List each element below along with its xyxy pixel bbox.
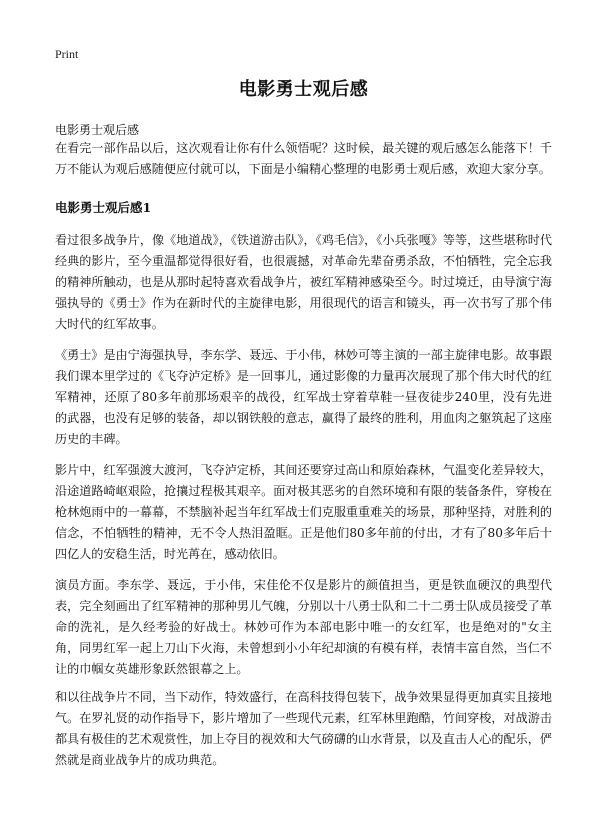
section-heading: 电影勇士观后感1 (55, 200, 152, 215)
body-paragraph: 和以往战争片不同，当下动作，特效盛行，在高科技得包装下，战争效果显得更加真实且接地气。在罗礼贤的动作指导下，影片增加了一些现代元素，红军林里跑酷，竹间穿梭，对战游击都具有极佳的艺术观赏性，加上夺目的视效和大气磅礴的山水背景，以及直击人心的配乐，俨然就是商业战争片的成功典范。 (55, 690, 552, 767)
body-paragraph: 演员方面。李东学、聂远，于小伟，宋佳伦不仅是影片的颜值担当，更是铁血硬汉的典型代表，完全刻画出了红军精神的那种男儿气魄，分别以十八勇士队和二十二勇士队成员接受了革命的洗礼，是久经考验的好战士。林妙可作为本部电影中唯一的女红军，也是绝对的"女主角，同男红军一起上刀山下火海，未曾想到小小年纪却演的有模有样，表情丰富自然，当仁不让的巾帼女英雄形象跃然银幕之上。 (55, 578, 552, 676)
body-paragraph: 影片中，红军强渡大渡河，飞夺泸定桥，其间还要穿过高山和原始森林，气温变化差异较大，沿途道路崎岖艰险，抢攘过程极其艰辛。面对极其恶劣的自然环境和有限的装备条件，穿梭在枪林炮雨中的一幕幕，不禁脑补起当年红军战士们克服重重难关的场景，那种坚持，对胜利的信念，不怕牺牲的精神，无不令人热泪盈眶。正是他们80多年前的付出，才有了80多年后十四亿人的安稳生活，时光苒在，感动依旧。 (55, 463, 552, 561)
intro-paragraph: 在看完一部作品以后，这次观看让你有什么领悟呢？这时候，最关键的观后感怎么能落下！千万不能认为观后感随便应付就可以，下面是小编精心整理的电影勇士观后感，欢迎大家分享。 (55, 141, 552, 176)
article-title: 电影勇士观后感 (238, 79, 369, 100)
body-paragraph: 《勇士》是由宁海强执导，李东学、聂远、于小伟，林妙可等主演的一部主旋律电影。故事跟我们课本里学过的《飞夺泸定桥》是一回事儿，通过影像的力量再次展现了那个伟大时代的红军精神，还原了80多年前那场艰辛的战役，红军战士穿着草鞋一昼夜徒步240里，没有先进的武器，也没有足够的装备，却以钢铁般的意志，赢得了最终的胜利，用血肉之躯筑起了这座历史的丰碑。 (55, 348, 552, 446)
print-link[interactable]: Print (55, 47, 79, 61)
article (55, 78, 552, 771)
article-subtitle: 电影勇士观后感 (55, 123, 140, 137)
body-paragraph: 看过很多战争片，像《地道战》，《铁道游击队》，《鸡毛信》，《小兵张嘎》等等，这些堪称时代经典的影片，至今重温都觉得很好看，也很震撼，对革命先辈奋勇杀敌，不怕牺牲，完全忘我的精神所触动，也是从那时起特喜欢看战争片，被红军精神感染至今。时过境迁，由导演宁海强执导的《勇士》作为在新时代的主旋律电影，用很现代的语言和镜头，再一次书写了那个伟大时代的红军故事。 (55, 233, 552, 331)
